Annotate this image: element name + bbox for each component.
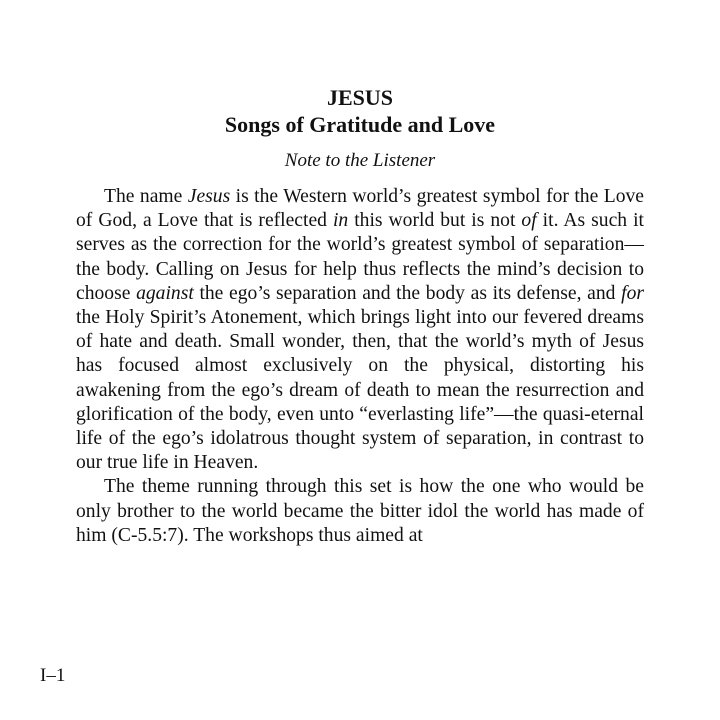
paragraph-1-text: the Holy Spirit’s Atonement, which brings light into our fevered dreams of hate and death. Small wonder, then, that the world’s myth of Jesus has focused almost exclusively on the physical, distorting his awakening from the ego’s dream of death to mean the resurrection and glorification of the body, even unto “everlasting life”—the quasi-eternal life of the ego’s idolatrous thought system of separation, in contrast to our true life in Heaven. (76, 307, 644, 474)
body-text (76, 185, 644, 548)
emphasis-for: for (621, 282, 644, 304)
paragraph-1 (76, 185, 644, 475)
emphasis-of: of (521, 210, 537, 232)
emphasis-in: in (332, 210, 349, 232)
document-title: JESUS (326, 85, 394, 110)
paragraph-1-text: is the Western world’s greatest symbol for the Love of God, a Love that is reflected (76, 186, 644, 232)
paragraph-1-text: the ego’s separation and the body as its defense, and (193, 282, 622, 304)
emphasis-against: against (136, 282, 194, 304)
paragraph-1-text: this world but is not (348, 210, 522, 232)
paragraph-1-text: The name (104, 186, 188, 207)
page-number: I–1 (40, 665, 66, 686)
section-heading: Note to the Listener (284, 150, 436, 171)
emphasis-jesus: Jesus (187, 186, 231, 207)
document-subtitle: Songs of Gratitude and Love (224, 112, 496, 137)
paragraph-1-text: it. As such it serves as the correction for the world’s greatest symbol of separation—the body. Calling on Jesus for help thus reflects the mind’s decision to choose (76, 210, 644, 304)
paragraph-2: The theme running through this set is how the one who would be only brother to the world became the bitter idol the world has made of him (C-5.5:7). The workshops thus aimed at (76, 476, 644, 546)
